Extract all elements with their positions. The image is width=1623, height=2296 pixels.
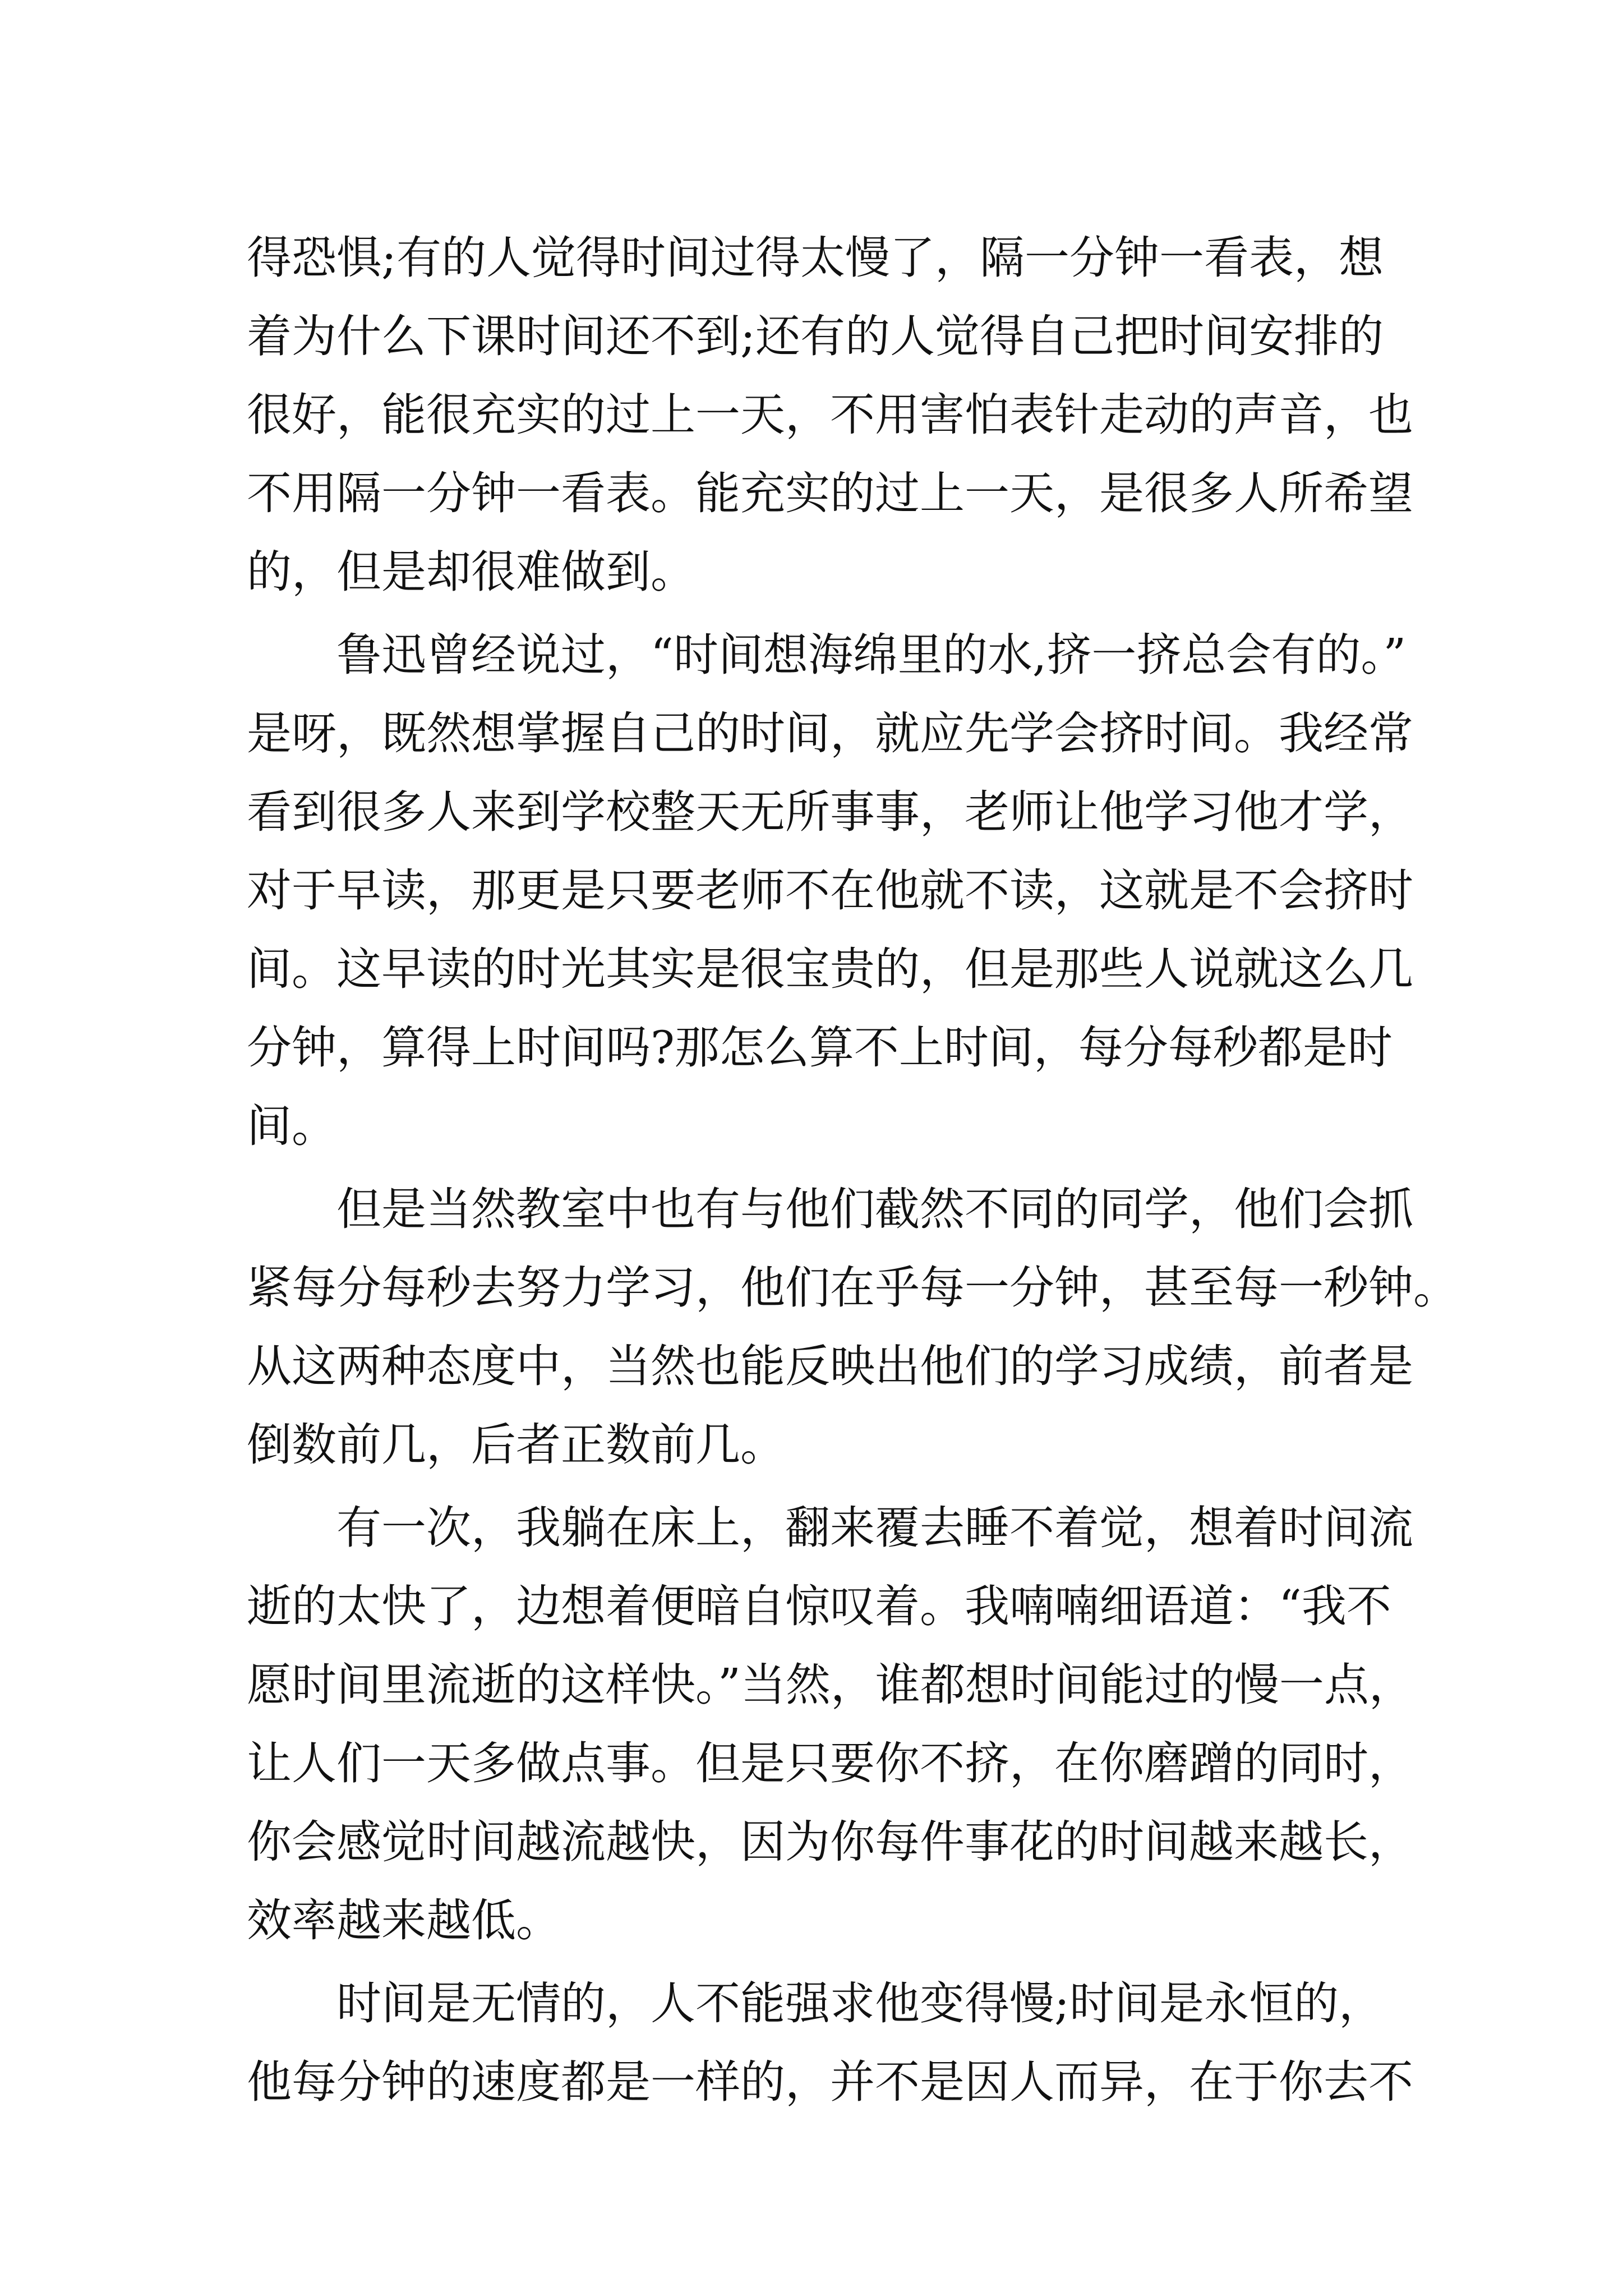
text-line: 间。这早读的时光其实是很宝贵的，但是那些人说就这么几 <box>247 943 1413 995</box>
text-line: 让人们一天多做点事。但是只要你不挤，在你磨蹭的同时， <box>247 1737 1413 1789</box>
text-line: 从这两种态度中，当然也能反映出他们的学习成绩，前者是 <box>247 1340 1413 1392</box>
text-line: 时间是无情的，人不能强求他变得慢;时间是永恒的， <box>336 1977 1384 2030</box>
text-line: 不用隔一分钟一看表。能充实的过上一天，是很多人所希望 <box>247 467 1413 519</box>
text-line: 逝的太快了，边想着便暗自惊叹着。我喃喃细语道：“我不 <box>247 1580 1391 1632</box>
text-line: 对于早读，那更是只要老师不在他就不读，这就是不会挤时 <box>247 864 1413 917</box>
text-line: 间。 <box>247 1100 336 1152</box>
text-line: 但是当然教室中也有与他们截然不同的同学，他们会抓 <box>336 1183 1413 1235</box>
text-line: 紧每分每秒去努力学习，他们在乎每一分钟，甚至每一秒钟。 <box>247 1262 1458 1314</box>
text-line: 着为什么下课时间还不到;还有的人觉得自己把时间安排的 <box>247 310 1384 362</box>
text-line: 看到很多人来到学校整天无所事事，老师让他学习他才学， <box>247 786 1413 838</box>
text-line: 效率越来越低。 <box>247 1894 561 1947</box>
text-line: 很好，能很充实的过上一天，不用害怕表针走动的声音，也 <box>247 389 1413 441</box>
text-line: 他每分钟的速度都是一样的，并不是因人而异，在于你去不 <box>247 2056 1413 2108</box>
text-line: 分钟，算得上时间吗?那怎么算不上时间，每分每秒都是时 <box>247 1022 1393 1074</box>
text-line: 鲁迅曾经说过，“时间想海绵里的水,挤一挤总会有的。” <box>336 629 1407 681</box>
text-line: 倒数前几，后者正数前几。 <box>247 1419 785 1471</box>
text-line: 你会感觉时间越流越快，因为你每件事花的时间越来越长， <box>247 1816 1413 1868</box>
text-line: 愿时间里流逝的这样快。”当然，谁都想时间能过的慢一点， <box>247 1659 1414 1711</box>
text-line: 的，但是却很难做到。 <box>247 546 695 598</box>
text-line: 得恐惧;有的人觉得时间过得太慢了，隔一分钟一看表，想 <box>247 232 1384 284</box>
text-line: 是呀，既然想掌握自己的时间，就应先学会挤时间。我经常 <box>247 707 1413 760</box>
text-line: 有一次，我躺在床上，翻来覆去睡不着觉，想着时间流 <box>336 1502 1413 1554</box>
